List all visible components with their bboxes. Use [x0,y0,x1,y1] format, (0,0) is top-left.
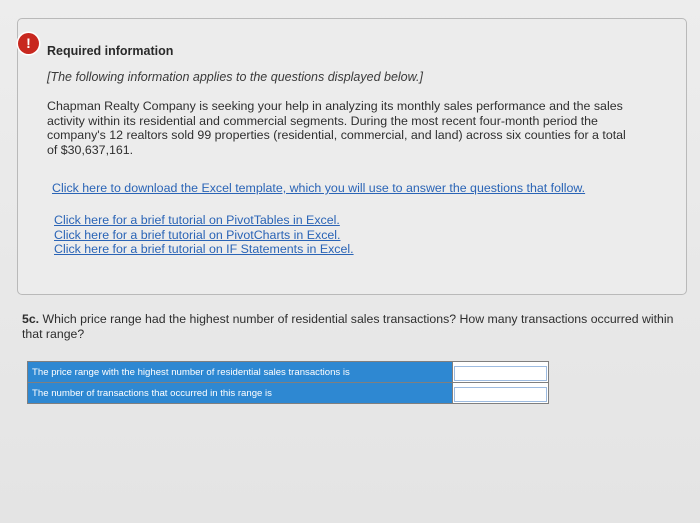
transactions-count-input[interactable] [454,387,547,402]
pivotcharts-tutorial-link[interactable]: Click here for a brief tutorial on PivotCharts in Excel. [54,227,341,242]
answer-label-transactions: The number of transactions that occurred in this range is [28,383,453,404]
question-text [22,312,682,341]
answer-cell-price-range [453,362,549,383]
exclamation-icon: ! [18,33,39,54]
table-row [28,362,549,383]
answer-label-price-range: The price range with the highest number of residential sales transactions is [28,362,453,383]
tutorial-links [54,213,354,257]
question-number: 5c. [22,312,40,326]
answer-table [27,361,549,404]
if-statements-tutorial-link[interactable]: Click here for a brief tutorial on IF Statements in Excel. [54,242,354,256]
answer-cell-transactions [453,383,549,404]
pivottables-tutorial-link[interactable]: Click here for a brief tutorial on PivotTables in Excel. [54,213,340,227]
table-row [28,383,549,404]
required-information-heading: Required information [47,44,174,58]
price-range-input[interactable] [454,366,547,381]
required-information-subheading: [The following information applies to the questions displayed below.] [47,70,423,84]
question-body: Which price range had the highest number of residential sales transactions? How many transactions occurred within that range? [22,312,674,341]
excel-template-link[interactable]: Click here to download the Excel template, which you will use to answer the questions that follow. [52,181,586,195]
scenario-paragraph: Chapman Realty Company is seeking your help in analyzing its monthly sales performance and the sales activity within its residential and commercial segments. During the most recent four-month period the company's 12 realtors sold 99 properties (residential, commercial, and land) across six counties for a total of $30,637,161. [47,99,626,157]
